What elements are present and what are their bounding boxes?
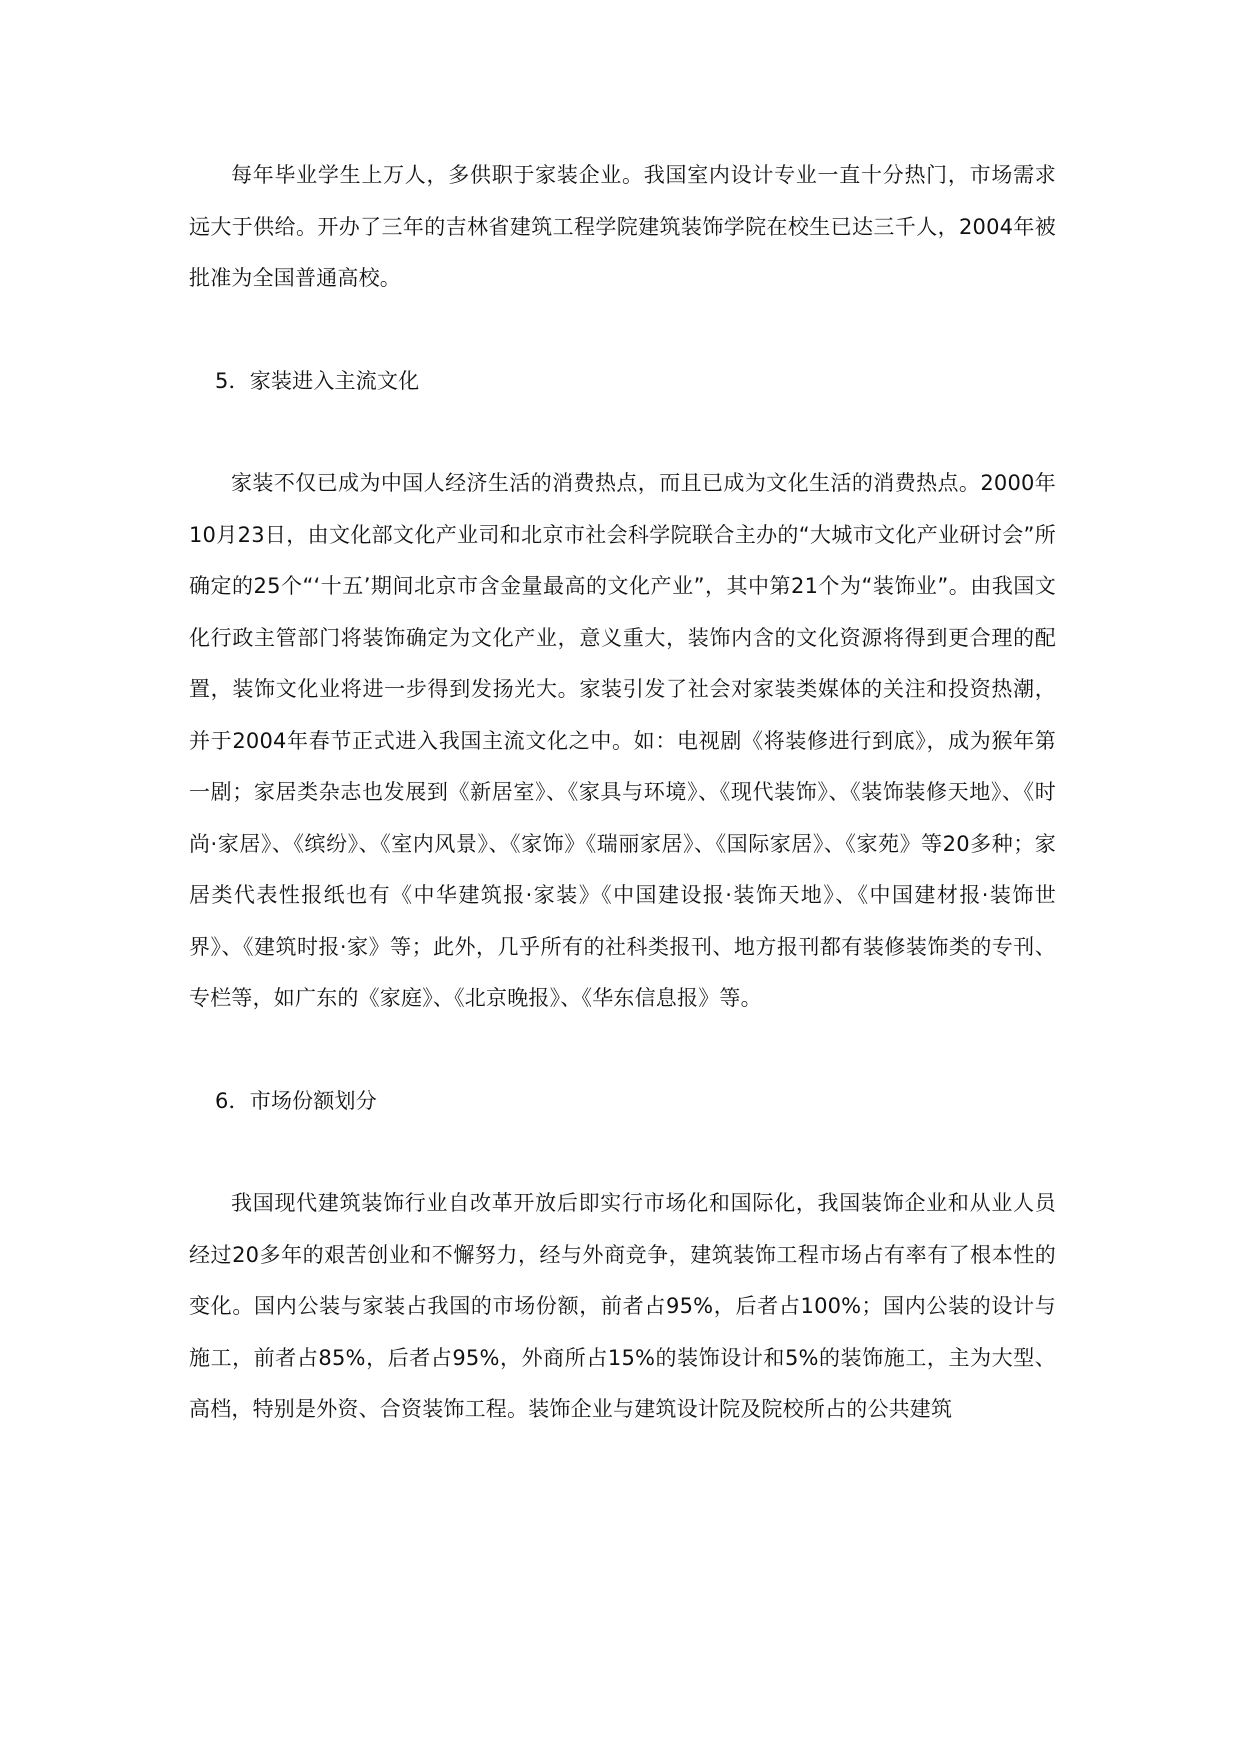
paragraph-spacer (189, 305, 1056, 356)
paragraph-spacer (189, 1127, 1056, 1178)
paragraph-spacer (189, 407, 1056, 458)
paragraph-market-share: 我国现代建筑装饰行业自改革开放后即实行市场化和国际化，我国装饰企业和从业人员经过20多年的艰苦创业和不懈努力，经与外商竞争，建筑装饰工程市场占有率有了根本性的变化。国内公装与家装占我国的市场份额，前者占95%，后者占100%；国内公装的设计与施工，前者占85%，后者占95%，外商所占15%的装饰设计和5%的装饰施工，主为大型、高档，特别是外资、合资装饰工程。装饰企业与建筑设计院及院校所占的公共建筑 (189, 1191, 1056, 1421)
section-heading-5: 5．家装进入主流文化 (215, 368, 420, 393)
paragraph-home-decoration-culture: 家装不仅已成为中国人经济生活的消费热点，而且已成为文化生活的消费热点。2000年10月23日，由文化部文化产业司和北京市社会科学院联合主办的“大城市文化产业研讨会”所确定的25个“‘十五’期间北京市含金量最高的文化产业”，其中第21个为“装饰业”。由我国文化行政主管部门将装饰确定为文化产业，意义重大，装饰内含的文化资源将得到更合理的配置，装饰文化业将进一步得到发扬光大。家装引发了社会对家装类媒体的关注和投资热潮，并于2004年春节正式进入我国主流文化之中。如：电视剧《将装修进行到底》，成为猴年第一剧；家居类杂志也发展到《新居室》、《家具与环境》、《现代装饰》、《装饰装修天地》、《时尚·家居》、《缤纷》、《室内风景》、《家饰》《瑞丽家居》、《国际家居》、《家苑》等20多种；家居类代表性报纸也有《中华建筑报·家装》《中国建设报·装饰天地》、《中国建材报·装饰世界》、《建筑时报·家》等；此外，几乎所有的社科类报刊、地方报刊都有装修装饰类的专刊、专栏等，如广东的《家庭》、《北京晚报》、《华东信息报》等。 (189, 471, 1056, 1010)
paragraph-spacer (189, 1025, 1056, 1076)
section-heading-6: 6．市场份额划分 (215, 1088, 377, 1113)
document-body (189, 150, 1056, 1436)
paragraph-graduates: 每年毕业学生上万人，多供职于家装企业。我国室内设计专业一直十分热门，市场需求远大于供给。开办了三年的吉林省建筑工程学院建筑装饰学院在校生已达三千人，2004年被批准为全国普通高校。 (189, 163, 1056, 290)
